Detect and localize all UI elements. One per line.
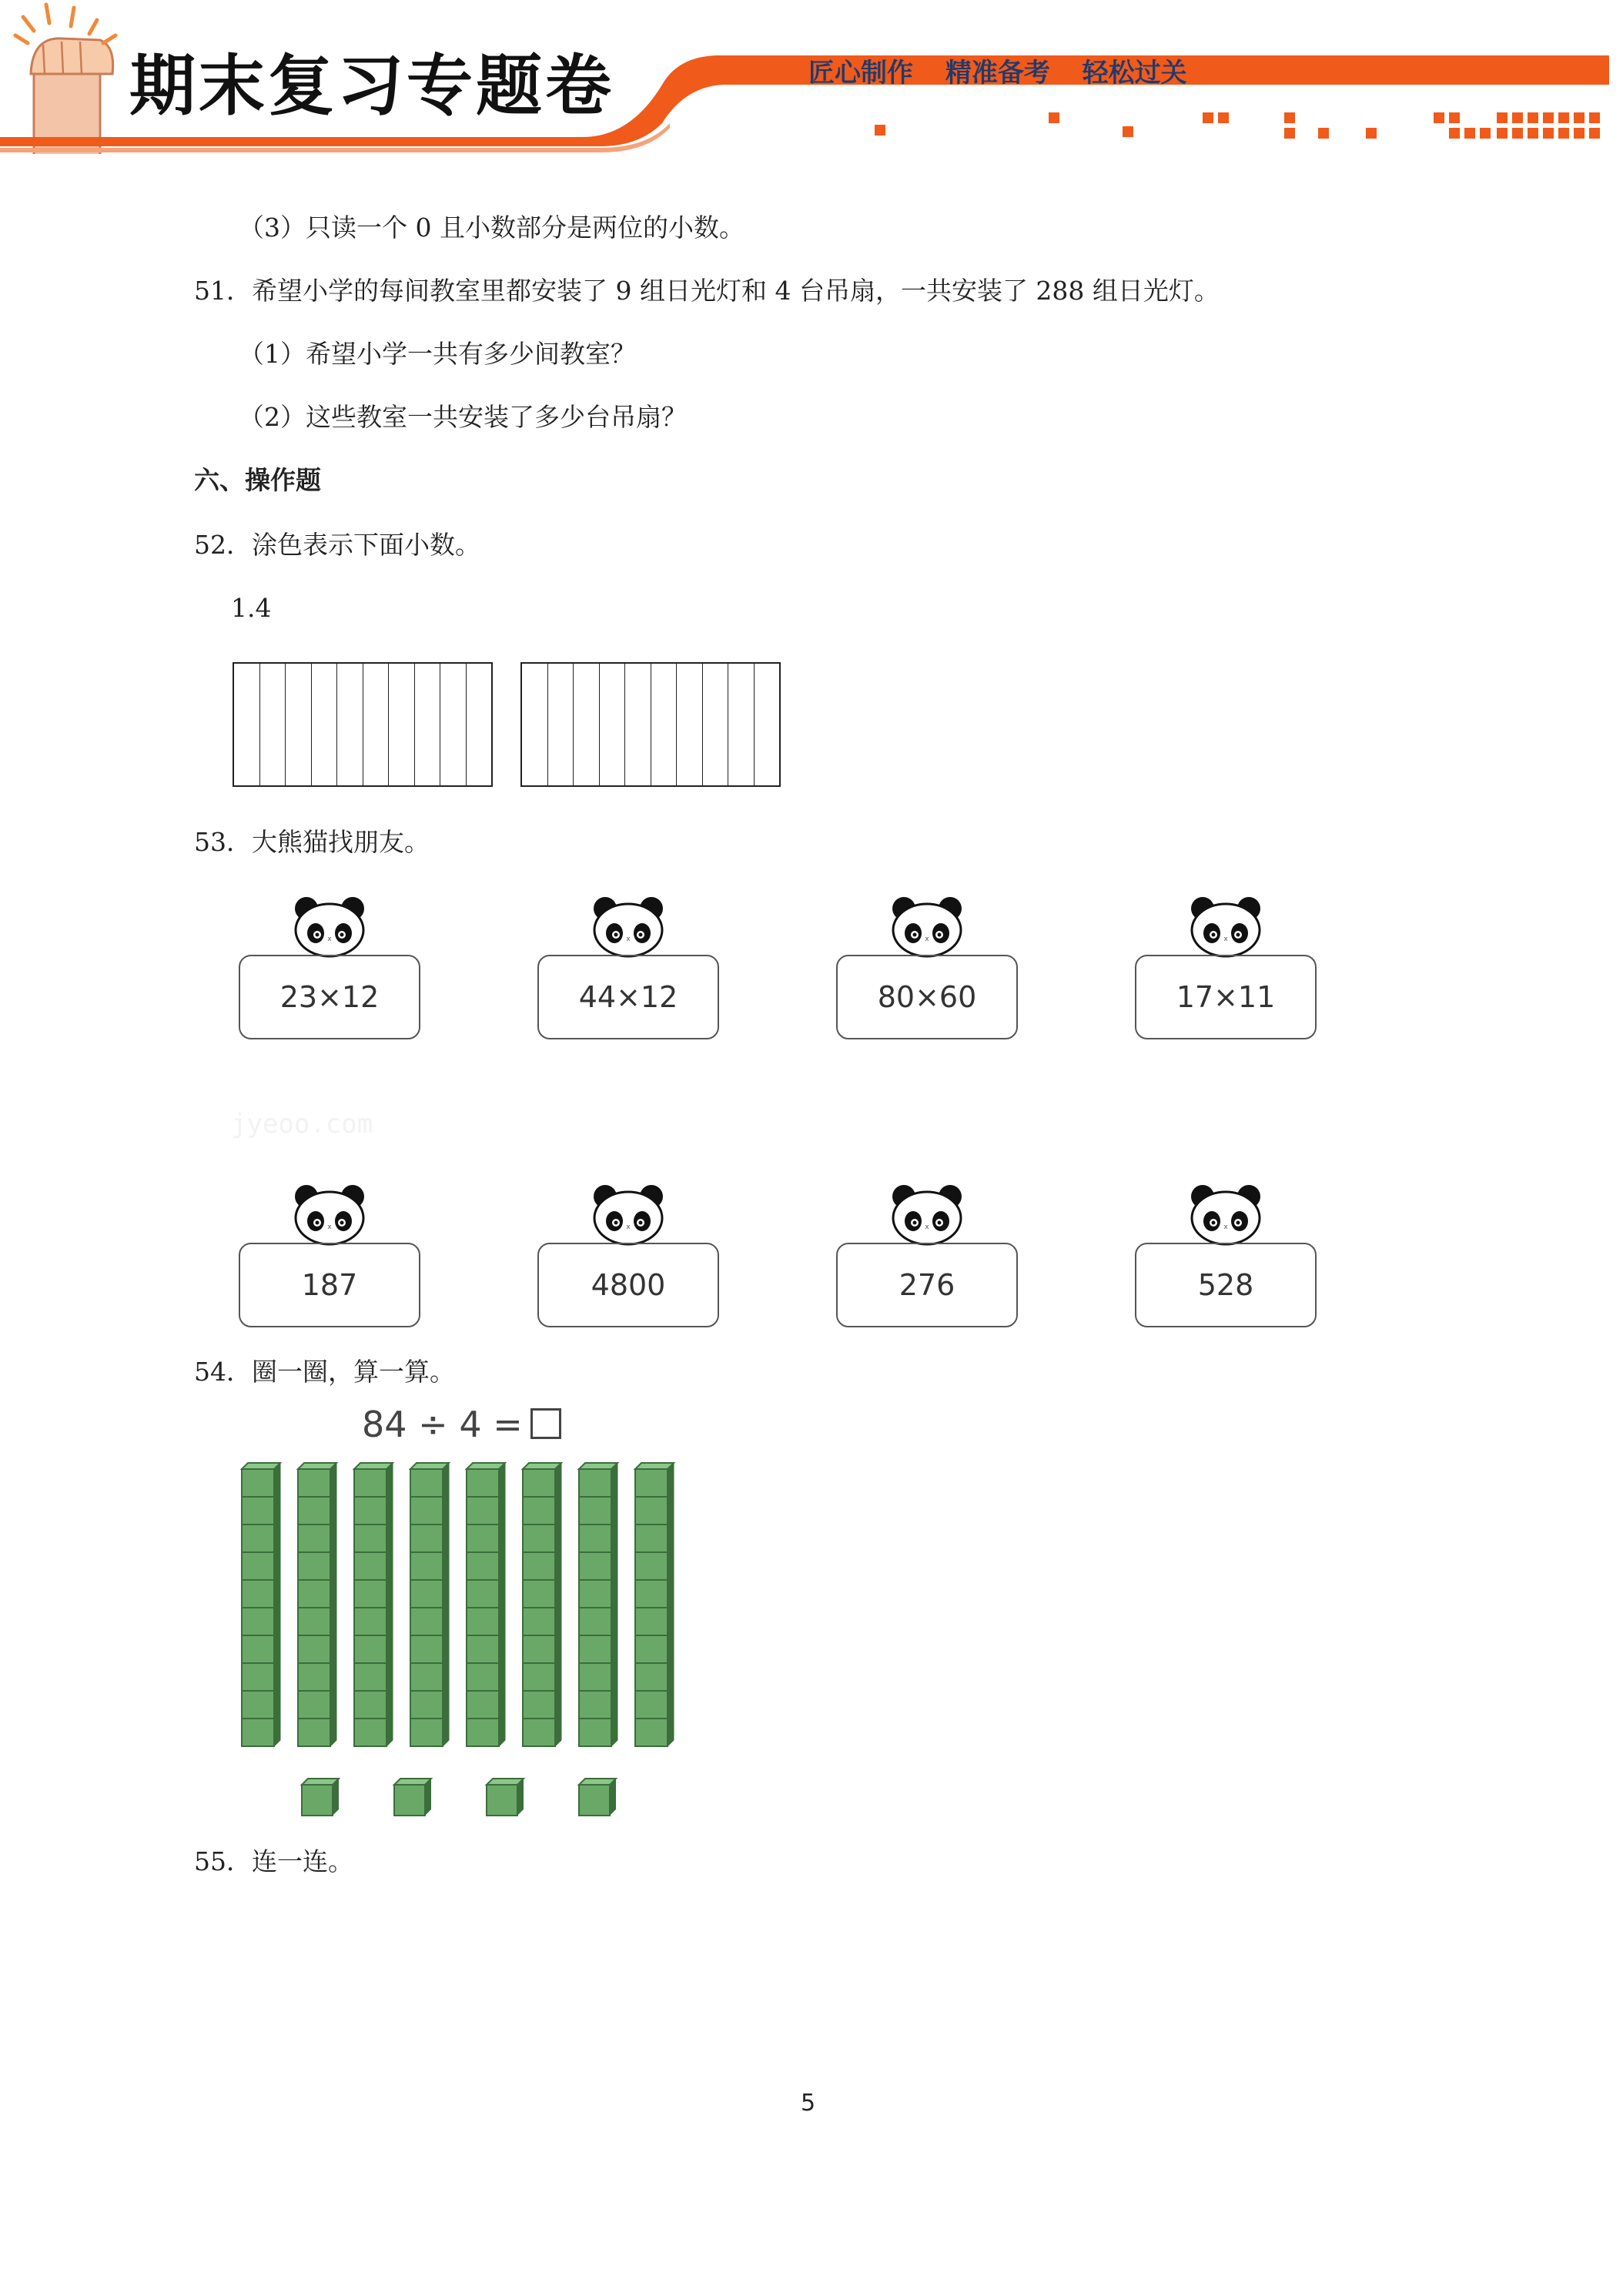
panda-card-top-3[interactable]: 80×60 bbox=[836, 955, 1018, 1039]
svg-text:x: x bbox=[1223, 1223, 1228, 1231]
panda-card-bottom-2[interactable]: 4800 bbox=[537, 1243, 719, 1327]
unit-cube[interactable] bbox=[394, 1779, 431, 1816]
ten-rod[interactable] bbox=[242, 1463, 280, 1746]
ten-rod[interactable] bbox=[635, 1463, 674, 1746]
q53-text: 53．大熊猫找朋友。 bbox=[194, 827, 430, 857]
answer-box[interactable] bbox=[530, 1408, 561, 1439]
q51-text: 51．希望小学的每间教室里都安装了 9 组日光灯和 4 台吊扇，一共安装了 288 组日光灯。 bbox=[194, 276, 1220, 306]
svg-text:x: x bbox=[626, 935, 631, 943]
header-tagline: 匠心制作 精准备考 轻松过关 bbox=[808, 58, 1187, 89]
panda-icon bbox=[888, 1183, 965, 1246]
unit-cube[interactable] bbox=[302, 1779, 339, 1816]
panda-icon bbox=[1187, 1183, 1264, 1246]
svg-text:x: x bbox=[327, 935, 332, 943]
panda-card-bottom-4[interactable]: 528 bbox=[1135, 1243, 1317, 1327]
fist-icon bbox=[15, 5, 115, 154]
decimal-grid-2[interactable] bbox=[520, 662, 781, 787]
q51-sub2: （2）这些教室一共安装了多少台吊扇？ bbox=[239, 402, 687, 432]
panda-card-bottom-3[interactable]: 276 bbox=[836, 1243, 1018, 1327]
ten-rod[interactable] bbox=[579, 1463, 617, 1746]
panda-icon bbox=[888, 895, 965, 958]
svg-text:x: x bbox=[1223, 935, 1228, 943]
q51-sub1: （1）希望小学一共有多少间教室？ bbox=[239, 339, 636, 369]
q52-text: 52．涂色表示下面小数。 bbox=[194, 530, 480, 560]
ten-rod[interactable] bbox=[298, 1463, 336, 1746]
q55-text: 55．连一连。 bbox=[194, 1846, 353, 1876]
unit-cube[interactable] bbox=[487, 1779, 524, 1816]
unit-cube[interactable] bbox=[579, 1779, 616, 1816]
ten-rod[interactable] bbox=[467, 1463, 505, 1746]
ten-rod[interactable] bbox=[354, 1463, 393, 1746]
panda-icon bbox=[291, 1183, 368, 1246]
decimal-grid-1[interactable] bbox=[233, 662, 493, 787]
watermark: jyeoo.com bbox=[231, 1109, 373, 1140]
svg-text:x: x bbox=[327, 1223, 332, 1231]
panda-icon bbox=[1187, 895, 1264, 958]
q50-sub3: （3）只读一个 0 且小数部分是两位的小数。 bbox=[239, 213, 745, 243]
panda-card-top-1[interactable]: 23×12 bbox=[239, 955, 420, 1039]
svg-text:x: x bbox=[626, 1223, 631, 1231]
svg-text:x: x bbox=[925, 935, 929, 943]
section-heading-6: 六、操作题 bbox=[194, 465, 321, 495]
page-number: 5 bbox=[801, 2090, 816, 2117]
header-title: 期末复习专题卷 bbox=[129, 48, 614, 125]
svg-text:x: x bbox=[925, 1223, 929, 1231]
panda-icon bbox=[590, 895, 667, 958]
panda-card-bottom-1[interactable]: 187 bbox=[239, 1243, 420, 1327]
q54-equation bbox=[362, 1401, 561, 1448]
ten-rod[interactable] bbox=[410, 1463, 449, 1746]
panda-icon bbox=[291, 895, 368, 958]
ten-rod[interactable] bbox=[523, 1463, 561, 1746]
q52-value: 1.4 bbox=[231, 593, 272, 623]
q54-equation-text: 84 ÷ 4 = bbox=[362, 1404, 523, 1445]
panda-icon bbox=[590, 1183, 667, 1246]
panda-card-top-2[interactable]: 44×12 bbox=[537, 955, 719, 1039]
q54-text: 54．圈一圈，算一算。 bbox=[194, 1357, 455, 1387]
base-ten-blocks bbox=[231, 1448, 708, 1817]
panda-card-top-4[interactable]: 17×11 bbox=[1135, 955, 1317, 1039]
